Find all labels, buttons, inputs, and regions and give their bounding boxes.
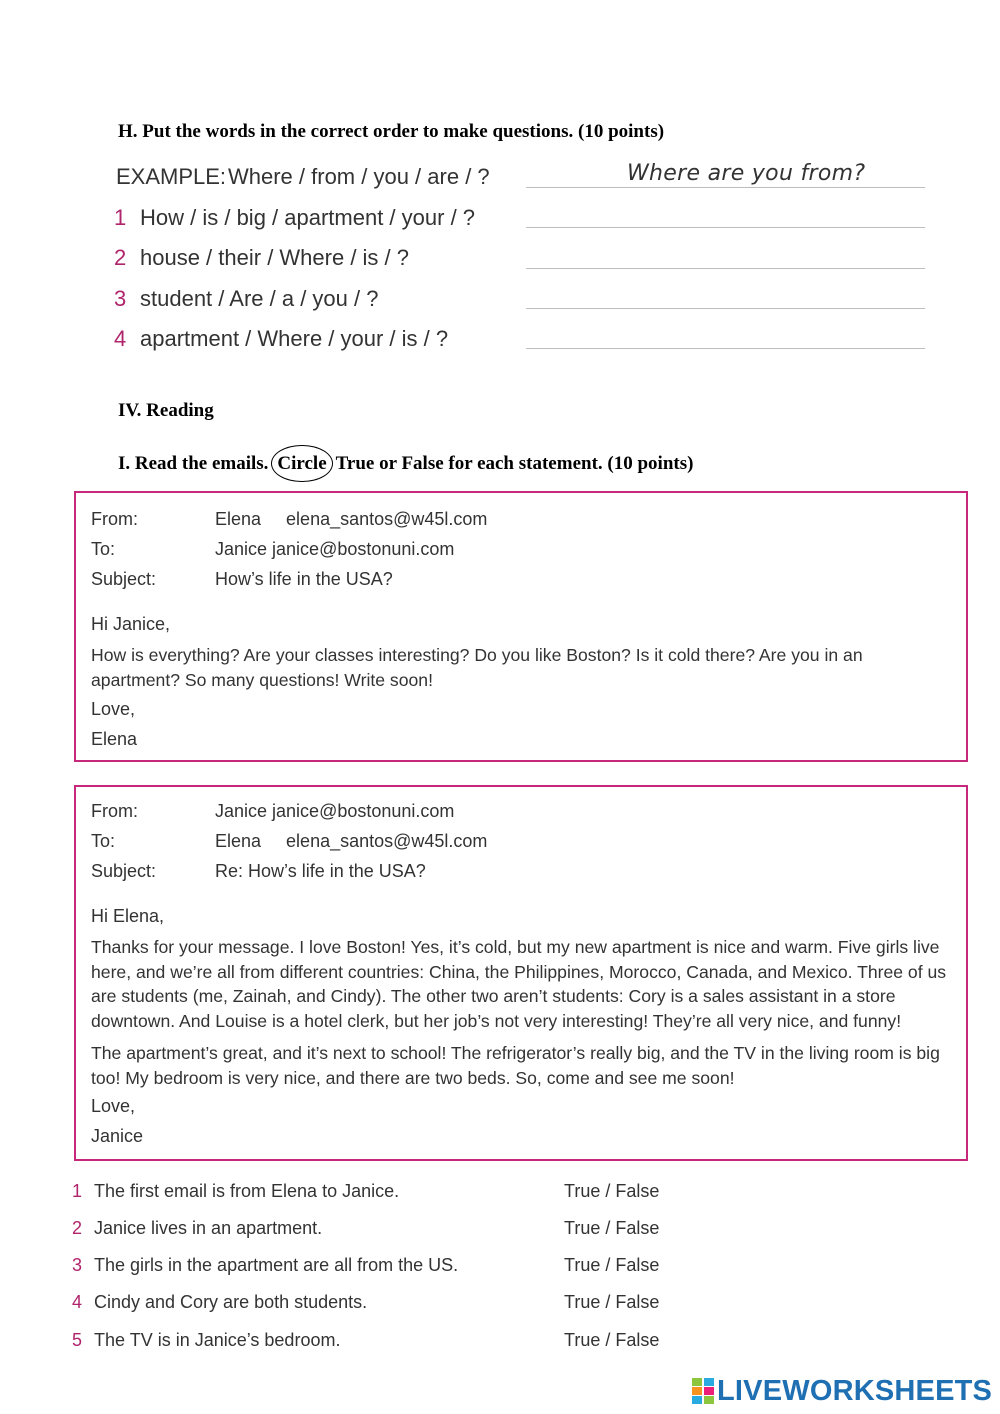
statement-number: 4 bbox=[72, 1292, 83, 1312]
from-label: From: bbox=[91, 509, 138, 529]
subject-value: How’s life in the USA? bbox=[215, 569, 393, 589]
email-2 bbox=[74, 785, 968, 1161]
subject-label: Subject: bbox=[91, 861, 157, 881]
from-value: Elena elena_santos@w45l.com bbox=[215, 509, 488, 529]
question-words: How / is / big / apartment / your / ? bbox=[140, 205, 476, 230]
statement-text: The first email is from Elena to Janice. bbox=[94, 1181, 400, 1201]
true-false-choice-4[interactable]: True / False bbox=[564, 1292, 660, 1312]
question-row-4 bbox=[114, 326, 448, 356]
statement-text: The girls in the apartment are all from the US. bbox=[94, 1255, 459, 1275]
email-body-paragraph-2: The apartment’s great, and it’s next to school! The refrigerator’s really big, and the TV in the living room is big too! My bedroom is very nice, and there are two beds. So, come and see me soon! bbox=[91, 1043, 940, 1088]
email-1 bbox=[74, 491, 968, 762]
question-words: house / their / Where / is / ? bbox=[140, 245, 410, 270]
answer-input-2[interactable] bbox=[526, 268, 925, 269]
email-signature: Janice bbox=[91, 1126, 144, 1146]
reading-title: IV. Reading bbox=[118, 400, 214, 421]
question-number: 2 bbox=[114, 245, 127, 270]
answer-input-3[interactable] bbox=[526, 308, 925, 309]
subject-label: Subject: bbox=[91, 569, 157, 589]
example-label: EXAMPLE: bbox=[116, 164, 227, 189]
instruction-after: True or False for each statement. (10 points) bbox=[335, 453, 694, 474]
email-body-paragraph-1: Thanks for your message. I love Boston! Yes, it’s cold, but my new apartment is nice and warm. Five girls live here, and we’re all from different countries: China, the Philippines, Morocco, Canada, and Mexico. Three of us are students (me, Zainah, and Cindy). The other two aren’t students: Cory is a sales assistant in a store downtown. And Louise is a hotel clerk, but her job’s not very interesting! They’re all very nice, and funny! bbox=[91, 937, 947, 1031]
to-value: Janice janice@bostonuni.com bbox=[215, 539, 455, 559]
statement-text: The TV is in Janice’s bedroom. bbox=[94, 1330, 341, 1350]
true-false-choice-3[interactable]: True / False bbox=[564, 1255, 660, 1275]
statement-number: 2 bbox=[72, 1218, 83, 1238]
instruction-before: I. Read the emails. bbox=[118, 453, 269, 474]
statement-number: 3 bbox=[72, 1255, 83, 1275]
email-body: How is everything? Are your classes interesting? Do you like Boston? Is it cold there? Are you in an apartment? So many questions! Write soon! bbox=[91, 645, 863, 690]
subject-value: Re: How’s life in the USA? bbox=[215, 861, 426, 881]
true-false-choice-2[interactable]: True / False bbox=[564, 1218, 660, 1238]
email-greeting: Hi Elena, bbox=[91, 906, 165, 926]
question-row-3 bbox=[114, 286, 378, 316]
statement-5 bbox=[72, 1330, 340, 1356]
statement-1 bbox=[72, 1181, 399, 1207]
question-row-1 bbox=[114, 205, 475, 235]
question-number: 3 bbox=[114, 286, 127, 311]
question-number: 1 bbox=[114, 205, 127, 230]
section-h-title: H. Put the words in the correct order to make questions. (10 points) bbox=[118, 121, 665, 142]
email-greeting: Hi Janice, bbox=[91, 614, 171, 634]
example-answer: Where are you from? bbox=[627, 161, 866, 186]
statement-3 bbox=[72, 1255, 458, 1281]
email-closing: Love, bbox=[91, 1096, 136, 1116]
from-label: From: bbox=[91, 801, 138, 821]
to-value: Elena elena_santos@w45l.com bbox=[215, 831, 488, 851]
question-words: student / Are / a / you / ? bbox=[140, 286, 379, 311]
statement-number: 5 bbox=[72, 1330, 83, 1350]
circled-word: Circle bbox=[271, 445, 332, 482]
answer-input-4[interactable] bbox=[526, 348, 925, 349]
statement-2 bbox=[72, 1218, 322, 1244]
statement-number: 1 bbox=[72, 1181, 83, 1201]
email-closing: Love, bbox=[91, 699, 136, 719]
liveworksheets-logo bbox=[692, 1374, 992, 1408]
question-words: apartment / Where / your / is / ? bbox=[140, 326, 449, 351]
from-value: Janice janice@bostonuni.com bbox=[215, 801, 455, 821]
logo-text: LIVEWORKSHEETS bbox=[717, 1374, 993, 1407]
true-false-choice-1[interactable]: True / False bbox=[564, 1181, 660, 1201]
statement-4 bbox=[72, 1292, 367, 1318]
true-false-choice-5[interactable]: True / False bbox=[564, 1330, 660, 1350]
liveworksheets-logo-icon bbox=[692, 1378, 714, 1404]
question-row-2 bbox=[114, 245, 409, 275]
to-label: To: bbox=[91, 539, 116, 559]
example-words: Where / from / you / are / ? bbox=[228, 164, 490, 189]
question-number: 4 bbox=[114, 326, 127, 351]
statement-text: Cindy and Cory are both students. bbox=[94, 1292, 368, 1312]
statement-text: Janice lives in an apartment. bbox=[94, 1218, 323, 1238]
email-signature: Elena bbox=[91, 729, 138, 749]
reading-instruction bbox=[118, 445, 693, 482]
to-label: To: bbox=[91, 831, 116, 851]
example-answer-line bbox=[526, 187, 925, 188]
answer-input-1[interactable] bbox=[526, 227, 925, 228]
